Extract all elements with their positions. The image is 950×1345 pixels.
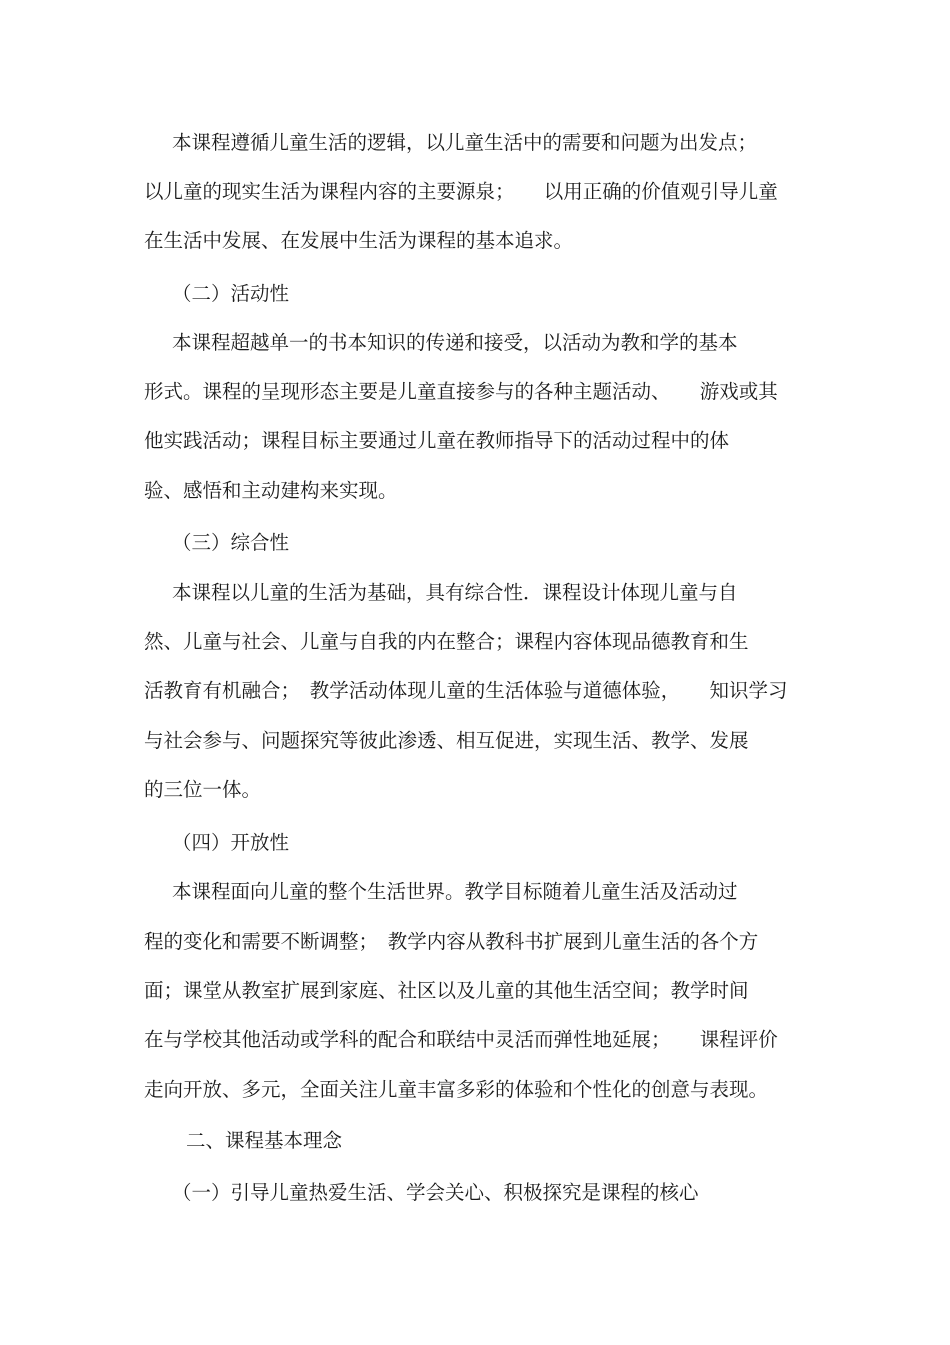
section-heading: （一）引导儿童热爱生活、学会关心、积极探究是课程的核心	[172, 1181, 699, 1204]
paragraph-line: 形式。课程的呈现形态主要是儿童直接参与的各种主题活动、 游戏或其	[144, 380, 778, 403]
paragraph-line: 活教育有机融合； 教学活动体现儿童的生活体验与道德体验， 知识学习	[144, 679, 788, 702]
chapter-heading: 二、课程基本理念	[186, 1129, 343, 1152]
paragraph-line: 本课程面向儿童的整个生活世界。教学目标随着儿童生活及活动过	[172, 880, 738, 903]
paragraph-line: 在与学校其他活动或学科的配合和联结中灵活而弹性地延展； 课程评价	[144, 1028, 778, 1051]
paragraph-line: 本课程遵循儿童生活的逻辑，以儿童生活中的需要和问题为出发点；	[172, 131, 758, 154]
paragraph-line: 程的变化和需要不断调整； 教学内容从教科书扩展到儿童生活的各个方	[144, 930, 759, 953]
paragraph-line: 面；课堂从教室扩展到家庭、社区以及儿童的其他生活空间；教学时间	[144, 979, 749, 1002]
paragraph-line: 他实践活动；课程目标主要通过儿童在教师指导下的活动过程中的体	[144, 429, 730, 452]
section-heading: （二）活动性	[172, 282, 290, 305]
paragraph-line: 然、儿童与社会、儿童与自我的内在整合；课程内容体现品德教育和生	[144, 630, 749, 653]
paragraph-line: 走向开放、多元，全面关注儿童丰富多彩的体验和个性化的创意与表现。	[144, 1078, 769, 1101]
section-heading: （四）开放性	[172, 831, 290, 854]
paragraph-line: 以儿童的现实生活为课程内容的主要源泉； 以用正确的价值观引导儿童	[144, 180, 778, 203]
paragraph-line: 本课程以儿童的生活为基础，具有综合性．课程设计体现儿童与自	[172, 581, 738, 604]
paragraph-line: 验、感悟和主动建构来实现。	[144, 479, 398, 502]
paragraph-line: 的三位一体。	[144, 778, 262, 801]
paragraph-line: 在生活中发展、在发展中生活为课程的基本追求。	[144, 229, 574, 252]
section-heading: （三）综合性	[172, 531, 290, 554]
paragraph-line: 与社会参与、问题探究等彼此渗透、相互促进，实现生活、教学、发展	[144, 729, 749, 752]
paragraph-line: 本课程超越单一的书本知识的传递和接受，以活动为教和学的基本	[172, 331, 738, 354]
